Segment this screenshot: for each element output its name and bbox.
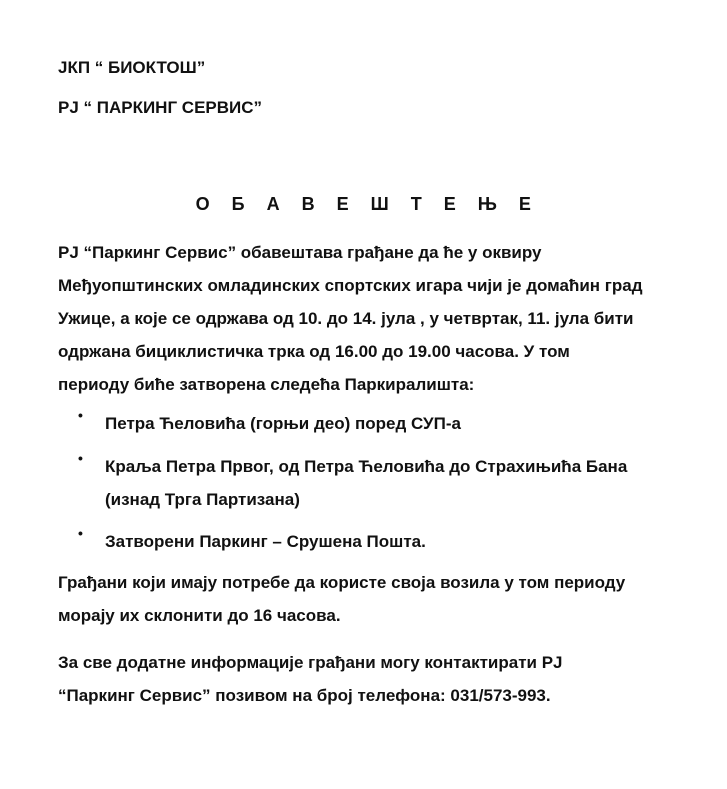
contact-line: За све додатне информације грађани могу контактирати РЈ	[58, 653, 563, 672]
parking-list-item-line: Петра Ћеловића (горњи део) поред СУП-а	[105, 414, 461, 433]
organization-name: ЈКП “ БИОКТОШ”	[58, 58, 206, 77]
bullet-icon: •	[78, 450, 83, 466]
intro-line: периоду биће затворена следећа Паркиралишта:	[58, 375, 475, 394]
parking-list-item-text	[105, 525, 725, 558]
parking-list-item-line: Затворени Паркинг – Срушена Пошта.	[105, 532, 426, 551]
intro-paragraph	[58, 236, 718, 401]
intro-line: РЈ “Паркинг Сервис” обавештава грађане да ће у оквиру	[58, 243, 542, 262]
organization-unit-name: РЈ “ ПАРКИНГ СЕРВИС”	[58, 98, 263, 117]
parking-list-item-text	[105, 450, 725, 516]
parking-list-item-line: Краља Петра Првог, од Петра Ћеловића до Страхињића Бана	[105, 457, 628, 476]
notice-heading: О Б А В Е Ш Т Е Њ Е	[195, 194, 540, 214]
citizens-line: морају их склонити до 16 часова.	[58, 606, 341, 625]
intro-line: Ужице, а које се одржава од 10. до 14. јула , у четвртак, 11. јула бити	[58, 309, 634, 328]
contact-line: “Паркинг Сервис” позивом на број телефона: 031/573-993.	[58, 686, 551, 705]
parking-list-item-text	[105, 407, 725, 440]
bullet-icon: •	[78, 525, 83, 541]
intro-line: одржана бициклистичка трка од 16.00 до 19.00 часова. У том	[58, 342, 570, 361]
parking-list-item-line: (изнад Трга Партизана)	[105, 490, 300, 509]
citizens-line: Грађани који имају потребе да користе своја возила у том периоду	[58, 573, 626, 592]
citizens-paragraph	[58, 566, 718, 632]
intro-line: Међуопштинских омладинских спортских игара чији је домаћин град	[58, 276, 643, 295]
contact-paragraph	[58, 646, 718, 712]
bullet-icon: •	[78, 407, 83, 423]
